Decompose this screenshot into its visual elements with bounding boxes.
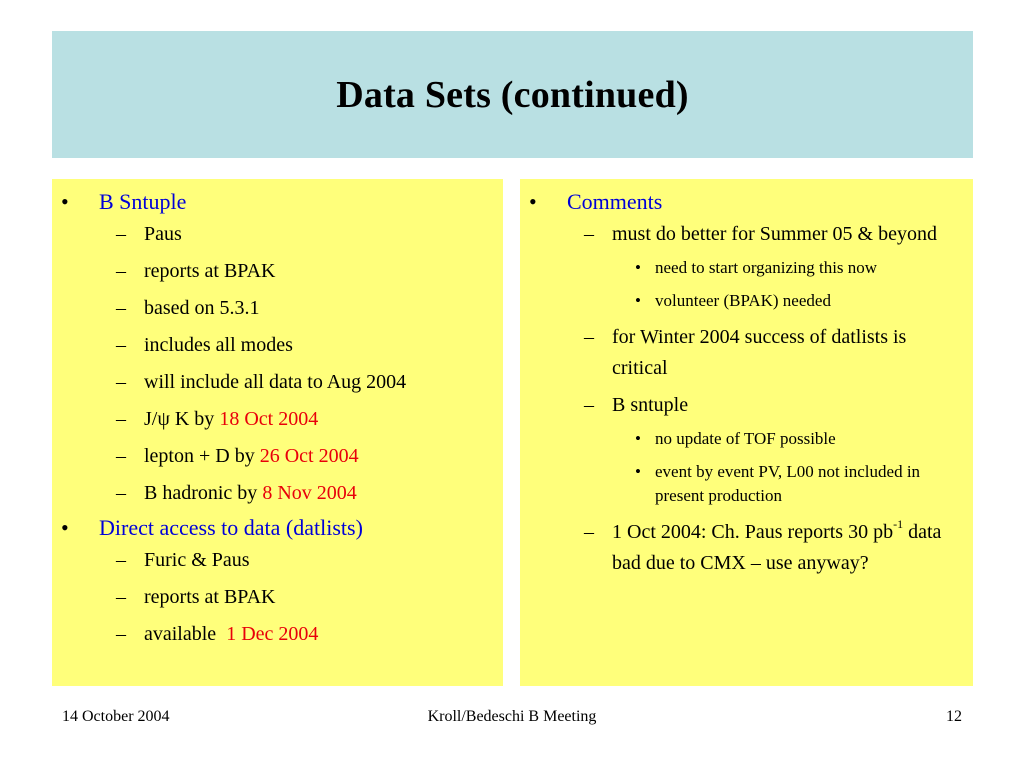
- list-item: – includes all modes: [52, 330, 503, 361]
- bullet-icon: •: [61, 515, 69, 540]
- bullet-icon: •: [635, 462, 641, 481]
- list-item-hadronic: – B hadronic by 8 Nov 2004: [52, 478, 503, 509]
- bullet-comments: [520, 189, 973, 215]
- list-item: – for Winter 2004 success of datlists is critical: [520, 322, 973, 384]
- sub-list-item: • event by event PV, L00 not included in present production: [635, 462, 921, 505]
- list-item: – B sntuple: [520, 390, 973, 421]
- heading-comments: Comments: [567, 189, 663, 214]
- list-item: – Paus: [52, 219, 503, 250]
- left-panel: [52, 179, 503, 686]
- footer-date: 14 October 2004: [62, 708, 170, 725]
- list-item: – based on 5.3.1: [52, 293, 503, 324]
- dash-icon: –: [116, 223, 126, 245]
- list-item-available: – available 1 Dec 2004: [52, 619, 503, 650]
- list-item: – 1 Oct 2004: Ch. Paus reports 30 $pb^{-1}$ data bad due to CMX – use anyway?: [584, 517, 942, 574]
- list-item-jpsi: – J/ψ K by 18 Oct 2004: [52, 404, 503, 435]
- title-banner: [52, 31, 973, 158]
- bullet-icon: •: [635, 291, 641, 310]
- heading-direct-access: Direct access to data (datlists): [99, 515, 363, 540]
- slide-title: Data Sets (continued): [336, 73, 689, 116]
- list-item: – reports at BPAK: [52, 256, 503, 287]
- bullet-b-sntuple: [52, 189, 503, 215]
- bullet-direct-access: [52, 515, 503, 541]
- dash-icon: –: [584, 521, 594, 543]
- sub-list-item: • need to start organizing this now: [520, 256, 973, 280]
- sub-list-item: • volunteer (BPAK) needed: [520, 289, 973, 313]
- footer-page-number: 12: [946, 708, 962, 725]
- date-highlight: 8 Nov 2004: [262, 482, 357, 504]
- dash-icon: –: [116, 371, 126, 393]
- dash-icon: –: [116, 482, 126, 504]
- list-item: – must do better for Summer 05 & beyond: [520, 219, 973, 250]
- dash-icon: –: [116, 297, 126, 319]
- sub-list-item: • no update of TOF possible: [520, 427, 973, 451]
- dash-icon: –: [116, 334, 126, 356]
- list-item: – Furic & Paus: [52, 545, 503, 576]
- heading-b-sntuple: B Sntuple: [99, 189, 187, 214]
- bullet-icon: •: [529, 189, 537, 214]
- footer-title: Kroll/Bedeschi B Meeting: [427, 708, 597, 725]
- list-item: – will include all data to Aug 2004: [52, 367, 503, 398]
- list-item-lepton: – lepton + D by 26 Oct 2004: [52, 441, 503, 472]
- dash-icon: –: [116, 586, 126, 608]
- list-item: – reports at BPAK: [52, 582, 503, 613]
- superscript: -1: [893, 517, 904, 532]
- date-highlight: 1 Dec 2004: [226, 623, 319, 645]
- dash-icon: –: [584, 223, 594, 245]
- dash-icon: –: [116, 445, 126, 467]
- date-highlight: 26 Oct 2004: [259, 445, 359, 467]
- bullet-icon: •: [635, 429, 641, 448]
- dash-icon: –: [116, 408, 126, 430]
- right-panel: [520, 179, 973, 686]
- bullet-icon: •: [635, 258, 641, 277]
- bullet-icon: •: [61, 189, 69, 214]
- dash-icon: –: [584, 394, 594, 416]
- dash-icon: –: [584, 326, 594, 348]
- dash-icon: –: [116, 260, 126, 282]
- dash-icon: –: [116, 623, 126, 645]
- date-highlight: 18 Oct 2004: [219, 408, 319, 430]
- dash-icon: –: [116, 549, 126, 571]
